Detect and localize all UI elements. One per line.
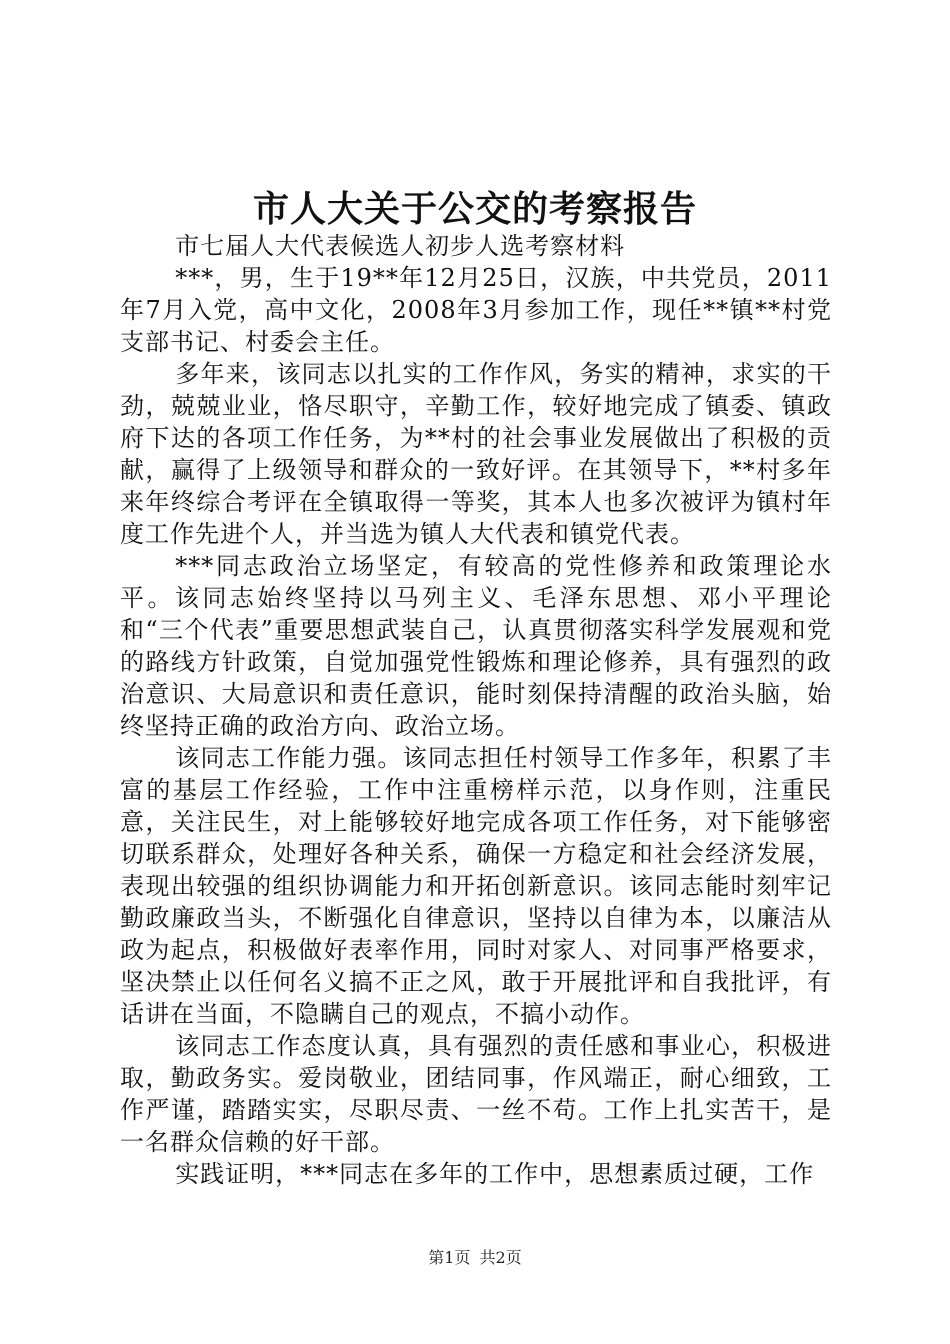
page-footer	[0, 1248, 950, 1268]
paragraph-achievements: 多年来，该同志以扎实的工作作风，务实的精神，求实的干劲，兢兢业业，恪尽职守，辛勤工作，较好地完成了镇委、镇政府下达的各项工作任务，为**村的社会事业发展做出了积极的贡献，赢得了上级领导和群众的一致好评。在其领导下，**村多年来年终综合考评在全镇取得一等奖，其本人也多次被评为镇村年度工作先进个人，并当选为镇人大代表和镇党代表。	[120, 360, 832, 548]
document-title: 市人大关于公交的考察报告	[252, 188, 697, 230]
paragraph-conclusion: 实践证明，***同志在多年的工作中，思想素质过硬，工作	[175, 1160, 815, 1188]
document-body	[120, 230, 832, 1190]
page-number: 第1页	[428, 1248, 471, 1267]
page-total: 共2页	[479, 1248, 522, 1267]
paragraph-subtitle: 市七届人大代表候选人初步人选考察材料	[175, 232, 626, 260]
paragraph-basic-info: ***，男，生于19**年12月25日，汉族，中共党员，2011年7月入党，高中文化，2008年3月参加工作，现任**镇**村党支部书记、村委会主任。	[120, 264, 832, 356]
paragraph-work-attitude: 该同志工作态度认真，具有强烈的责任感和事业心，积极进取，勤政务实。爱岗敬业，团结同事，作风端正，耐心细致，工作严谨，踏踏实实，尽职尽责、一丝不苟。工作上扎实苦干，是一名群众信赖的好干部。	[120, 1032, 832, 1156]
paragraph-work-ability: 该同志工作能力强。该同志担任村领导工作多年，积累了丰富的基层工作经验，工作中注重榜样示范，以身作则，注重民意，关注民生，对上能够较好地完成各项工作任务，对下能够密切联系群众，处理好各种关系，确保一方稳定和社会经济发展，表现出较强的组织协调能力和开拓创新意识。该同志能时刻牢记勤政廉政当头，不断强化自律意识，坚持以自律为本，以廉洁从政为起点，积极做好表率作用，同时对家人、对同事严格要求，坚决禁止以任何名义搞不正之风，敢于开展批评和自我批评，有话讲在当面，不隐瞒自己的观点，不搞小动作。	[120, 744, 832, 1028]
paragraph-political-stance: ***同志政治立场坚定，有较高的党性修养和政策理论水平。该同志始终坚持以马列主义、毛泽东思想、邓小平理论和“三个代表”重要思想武装自己，认真贯彻落实科学发展观和党的路线方针政策，自觉加强党性锻炼和理论修养，具有强烈的政治意识、大局意识和责任意识，能时刻保持清醒的政治头脑，始终坚持正确的政治方向、政治立场。	[120, 552, 832, 740]
